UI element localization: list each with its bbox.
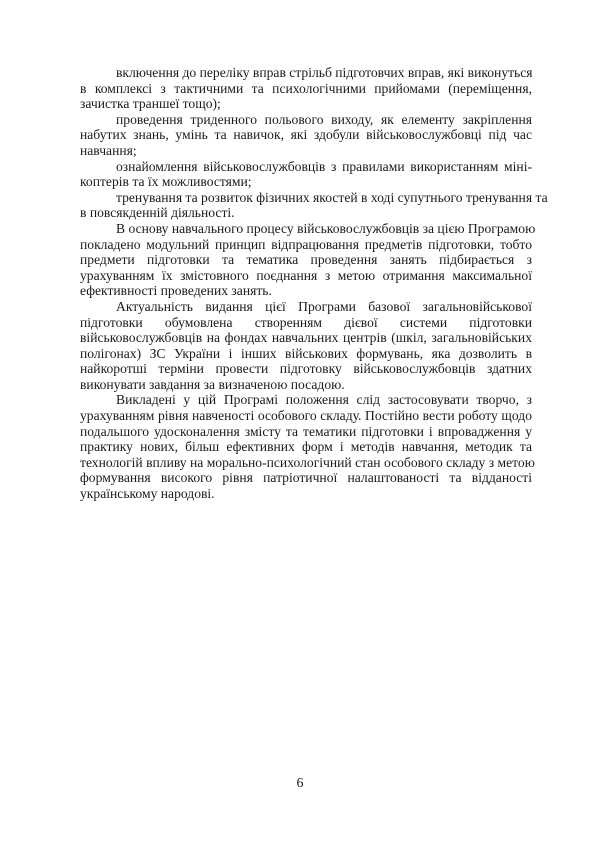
text-line: покладено модульний принцип відпрацювання предметів підготовки, тобто — [80, 236, 532, 252]
text-line: технологій впливу на морально-психологічний стан особового складу з метою — [80, 454, 535, 470]
text-line: тренування та розвиток фізичних якостей в ході супутнього тренування та — [116, 189, 548, 205]
text-line: навчання; — [80, 142, 137, 158]
document-body — [80, 65, 548, 502]
text-line: в комплексі з тактичними та психологічними прийомами (переміщення, — [80, 80, 532, 96]
paragraph — [80, 112, 532, 159]
text-line: виконувати завдання за визначеною посадою. — [80, 376, 345, 392]
text-line: військовослужбовців на фондах навчальних центрів (шкіл, загальновійських — [80, 330, 532, 346]
text-line: підготовки обумовлена створенням дієвої системи підготовки — [80, 314, 532, 330]
text-line: В основу навчального процесу військовослужбовців за цією Програмою — [116, 220, 536, 236]
text-line: включення до переліку вправ стрільб підготовчих вправ, які виконуться — [116, 65, 533, 80]
text-line: коптерів та їх можливостями; — [80, 174, 252, 190]
paragraph — [80, 299, 532, 393]
text-line: в повсякденній діяльності. — [80, 205, 235, 221]
paragraph — [80, 159, 532, 190]
text-line: Викладені у цій Програмі положення слід застосовувати творчо, з — [116, 392, 532, 408]
text-line: подальшого удосконалення змісту та тематики підготовки і впровадження у — [80, 423, 532, 439]
text-line: полігонах) ЗС України і інших військових формувань, яка дозволить в — [80, 345, 532, 361]
paragraph — [80, 220, 536, 299]
paragraph — [80, 392, 535, 502]
text-line: найкоротші терміни провести підготовку військовослужбовців здатних — [80, 361, 532, 377]
text-line: Актуальність видання цієї Програми базової загальновійськової — [116, 298, 532, 314]
paragraph — [80, 65, 532, 112]
paragraph — [80, 189, 548, 221]
text-line: предмети підготовки та тематика проведення занять підбирається з — [80, 252, 532, 268]
text-line: урахуванням їх змістовного поєднання з метою отримання максимальної — [80, 267, 532, 283]
text-line: практику нових, більш ефективних форм і методів навчання, методик та — [80, 439, 532, 455]
text-line: зачистка траншеї тощо); — [80, 96, 221, 112]
text-line: проведення триденного польового виходу, як елементу закріплення — [116, 111, 532, 127]
text-line: формування високого рівня патріотичної налаштованості та відданості — [80, 470, 532, 486]
page-number: 6 — [296, 776, 304, 791]
text-line: українському народові. — [80, 486, 215, 502]
text-line: ефективності проведених занять. — [80, 283, 272, 299]
text-line: ознайомлення військовослужбовців з правилами використанням міні- — [116, 158, 532, 174]
text-line: набутих знань, умінь та навичок, які здобули військовослужбовці під час — [80, 127, 532, 143]
text-line: урахуванням рівня навченості особового складу. Постійно вести роботу щодо — [80, 408, 532, 424]
